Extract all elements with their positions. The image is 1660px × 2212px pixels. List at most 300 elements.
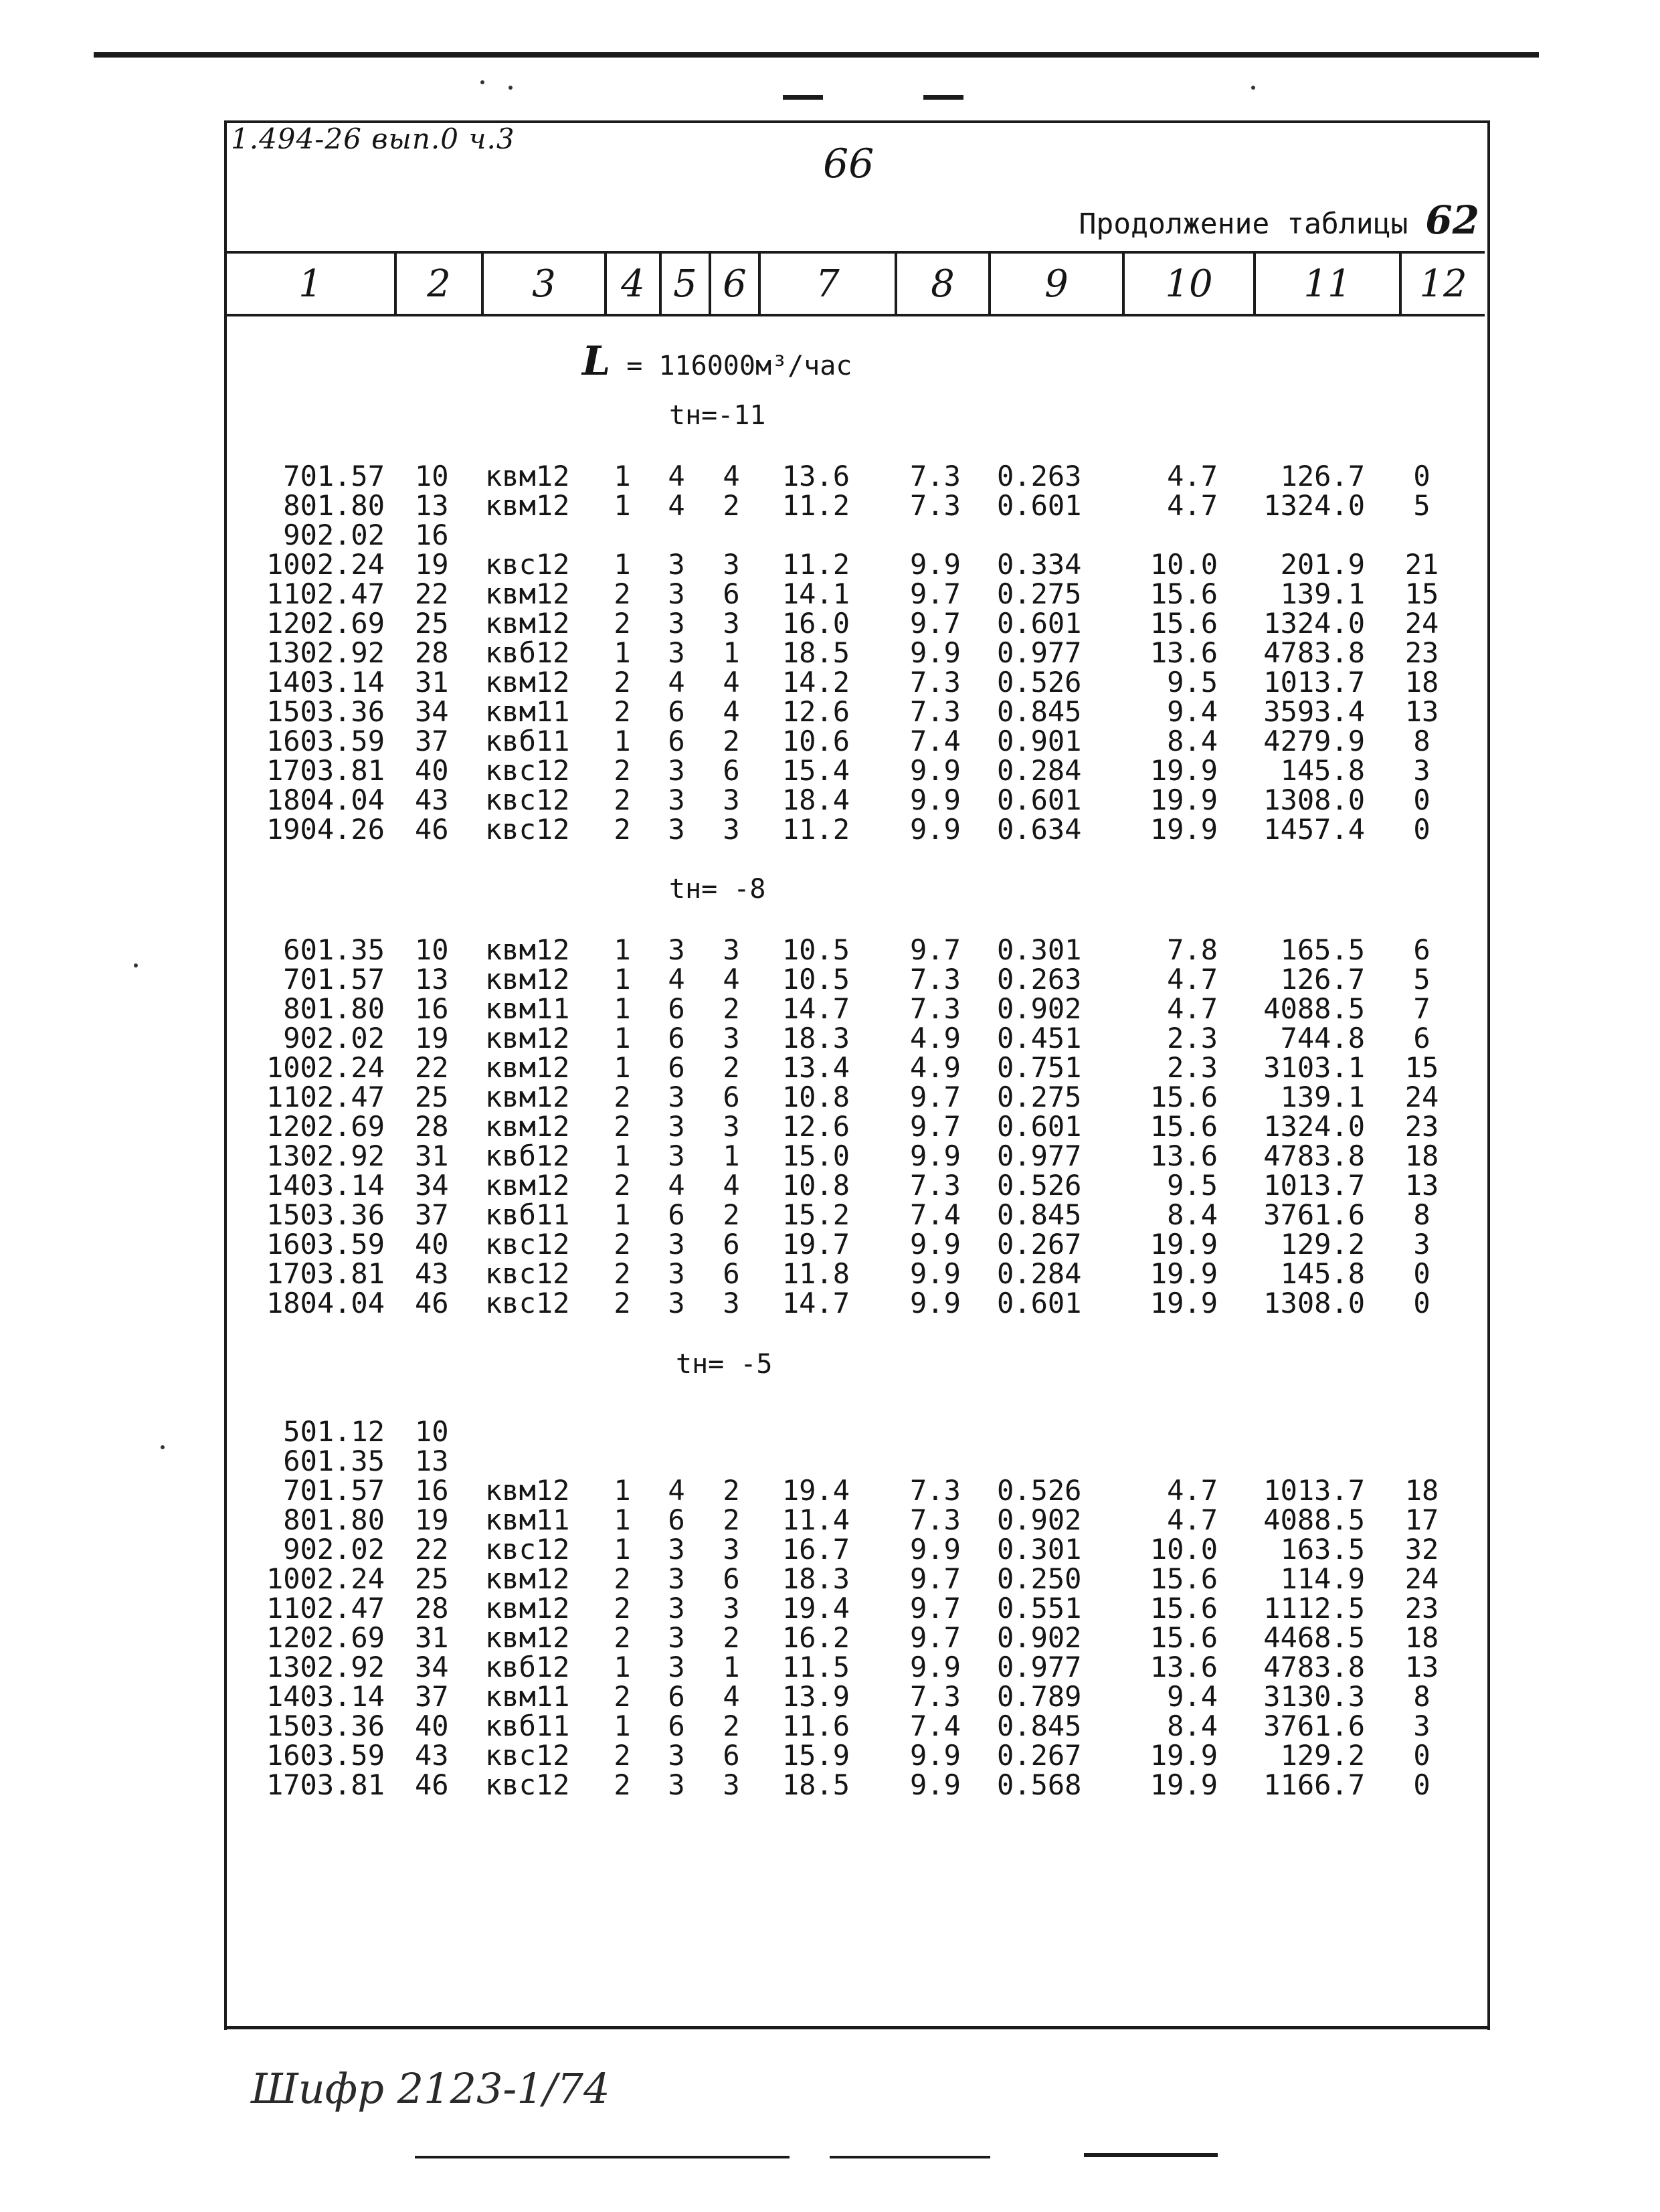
cell-col-5: 3 bbox=[668, 1287, 685, 1319]
cell-col-3: квм12 bbox=[485, 1051, 570, 1084]
cell-col-11: 163.5 bbox=[1280, 1533, 1365, 1566]
cell-col-8: 7.3 bbox=[910, 963, 961, 996]
document-code: 1.494-26 вып.0 ч.3 bbox=[231, 122, 515, 155]
table-row bbox=[0, 550, 1660, 579]
cell-col-9: 0.301 bbox=[997, 933, 1082, 966]
cell-col-5: 3 bbox=[668, 754, 685, 787]
cell-col-12: 5 bbox=[1413, 489, 1431, 522]
cell-col-9: 0.551 bbox=[997, 1592, 1082, 1625]
cell-col-4: 1 bbox=[614, 1198, 631, 1231]
cell-col-7: 11.8 bbox=[781, 1257, 850, 1290]
cell-col-7: 10.5 bbox=[781, 933, 850, 966]
cell-col-12: 13 bbox=[1404, 695, 1439, 728]
cell-col-5: 3 bbox=[668, 1081, 685, 1113]
table-row bbox=[0, 462, 1660, 491]
table-row bbox=[0, 579, 1660, 609]
cell-col-5: 6 bbox=[668, 992, 685, 1025]
cell-col-1: 801.80 bbox=[283, 489, 385, 522]
cell-col-4: 2 bbox=[614, 1562, 631, 1595]
cell-col-2: 10 bbox=[415, 1415, 449, 1448]
table-row bbox=[0, 1141, 1660, 1171]
cell-col-12: 0 bbox=[1413, 1768, 1431, 1801]
cell-col-6: 3 bbox=[723, 1022, 740, 1054]
cell-col-9: 0.977 bbox=[997, 1139, 1082, 1172]
cell-col-1: 1703.81 bbox=[266, 1768, 385, 1801]
cell-col-1: 1403.14 bbox=[266, 1680, 385, 1713]
cell-col-1: 1202.69 bbox=[266, 607, 385, 640]
cell-col-10: 4.7 bbox=[1167, 1503, 1218, 1536]
cell-col-3: квм11 bbox=[485, 1503, 570, 1536]
cell-col-7: 14.7 bbox=[781, 992, 850, 1025]
cell-col-11: 4468.5 bbox=[1263, 1621, 1365, 1654]
cell-col-1: 601.35 bbox=[283, 933, 385, 966]
cell-col-2: 22 bbox=[415, 1533, 449, 1566]
cell-col-1: 1403.14 bbox=[266, 666, 385, 699]
bottom-line bbox=[1084, 2153, 1218, 2157]
cell-col-5: 3 bbox=[668, 1621, 685, 1654]
cell-col-1: 801.80 bbox=[283, 1503, 385, 1536]
cell-col-5: 3 bbox=[668, 548, 685, 581]
cell-col-9: 0.977 bbox=[997, 636, 1082, 669]
cell-col-10: 15.6 bbox=[1149, 1621, 1218, 1654]
dash-mark bbox=[783, 95, 823, 100]
cell-col-7: 14.2 bbox=[781, 666, 850, 699]
cell-col-3: квм11 bbox=[485, 695, 570, 728]
cell-col-6: 6 bbox=[723, 1081, 740, 1113]
cell-col-6: 2 bbox=[723, 1710, 740, 1742]
cell-col-8: 7.4 bbox=[910, 725, 961, 757]
cell-col-12: 17 bbox=[1404, 1503, 1439, 1536]
cell-col-4: 2 bbox=[614, 754, 631, 787]
cell-col-12: 0 bbox=[1413, 1287, 1431, 1319]
cell-col-10: 10.0 bbox=[1149, 1533, 1218, 1566]
cell-col-4: 1 bbox=[614, 1503, 631, 1536]
cell-col-8: 7.4 bbox=[910, 1198, 961, 1231]
cell-col-10: 15.6 bbox=[1149, 1592, 1218, 1625]
table-frame-bottom bbox=[224, 2026, 1490, 2029]
cell-col-11: 114.9 bbox=[1280, 1562, 1365, 1595]
cell-col-3: квм11 bbox=[485, 992, 570, 1025]
table-row bbox=[0, 935, 1660, 965]
scan-speck bbox=[1251, 86, 1255, 90]
cell-col-10: 19.9 bbox=[1149, 1739, 1218, 1772]
column-header-row bbox=[227, 251, 1485, 316]
cell-col-11: 1324.0 bbox=[1263, 607, 1365, 640]
cell-col-2: 34 bbox=[415, 1651, 449, 1683]
cell-col-11: 165.5 bbox=[1280, 933, 1365, 966]
cell-col-11: 1324.0 bbox=[1263, 1110, 1365, 1143]
cell-col-9: 0.751 bbox=[997, 1051, 1082, 1084]
cell-col-1: 701.57 bbox=[283, 460, 385, 492]
column-header: 1 bbox=[298, 262, 322, 306]
cell-col-3: квм12 bbox=[485, 1081, 570, 1113]
cell-col-10: 8.4 bbox=[1167, 725, 1218, 757]
cell-col-8: 9.9 bbox=[910, 548, 961, 581]
column-header: 5 bbox=[673, 262, 697, 306]
cell-col-12: 5 bbox=[1413, 963, 1431, 996]
cell-col-6: 2 bbox=[723, 1198, 740, 1231]
cell-col-9: 0.301 bbox=[997, 1533, 1082, 1566]
cell-col-6: 2 bbox=[723, 1474, 740, 1507]
cell-col-2: 28 bbox=[415, 636, 449, 669]
table-row bbox=[0, 1053, 1660, 1083]
cell-col-11: 3593.4 bbox=[1263, 695, 1365, 728]
cell-col-1: 902.02 bbox=[283, 519, 385, 551]
cell-col-11: 1308.0 bbox=[1263, 784, 1365, 816]
cell-col-5: 6 bbox=[668, 1022, 685, 1054]
cell-col-9: 0.902 bbox=[997, 992, 1082, 1025]
flow-rate-title bbox=[582, 338, 852, 385]
cell-col-6: 4 bbox=[723, 666, 740, 699]
table-row bbox=[0, 609, 1660, 638]
cell-col-5: 4 bbox=[668, 1474, 685, 1507]
cell-col-12: 18 bbox=[1404, 1474, 1439, 1507]
cell-col-2: 13 bbox=[415, 489, 449, 522]
cell-col-8: 4.9 bbox=[910, 1022, 961, 1054]
cell-col-6: 6 bbox=[723, 577, 740, 610]
cell-col-12: 15 bbox=[1404, 1051, 1439, 1084]
cell-col-4: 2 bbox=[614, 1110, 631, 1143]
cell-col-3: квс12 bbox=[485, 1533, 570, 1566]
cell-col-9: 0.263 bbox=[997, 963, 1082, 996]
cell-col-11: 3130.3 bbox=[1263, 1680, 1365, 1713]
cell-col-12: 3 bbox=[1413, 1710, 1431, 1742]
cell-col-3: квм12 bbox=[485, 963, 570, 996]
cell-col-4: 2 bbox=[614, 607, 631, 640]
cell-col-1: 1703.81 bbox=[266, 1257, 385, 1290]
cell-col-11: 126.7 bbox=[1280, 460, 1365, 492]
cell-col-1: 1503.36 bbox=[266, 1198, 385, 1231]
cell-col-11: 4088.5 bbox=[1263, 992, 1365, 1025]
cell-col-8: 9.9 bbox=[910, 813, 961, 846]
cell-col-6: 4 bbox=[723, 460, 740, 492]
cell-col-9: 0.902 bbox=[997, 1621, 1082, 1654]
cell-col-10: 9.5 bbox=[1167, 1169, 1218, 1202]
cell-col-1: 1102.47 bbox=[266, 1081, 385, 1113]
cell-col-6: 3 bbox=[723, 548, 740, 581]
cell-col-11: 129.2 bbox=[1280, 1228, 1365, 1261]
cell-col-1: 1804.04 bbox=[266, 1287, 385, 1319]
cell-col-11: 3103.1 bbox=[1263, 1051, 1365, 1084]
cell-col-5: 4 bbox=[668, 489, 685, 522]
cell-col-6: 3 bbox=[723, 933, 740, 966]
cell-col-9: 0.334 bbox=[997, 548, 1082, 581]
cell-col-9: 0.789 bbox=[997, 1680, 1082, 1713]
cell-col-6: 3 bbox=[723, 1533, 740, 1566]
cell-col-3: квм12 bbox=[485, 1022, 570, 1054]
cell-col-4: 2 bbox=[614, 1739, 631, 1772]
cell-col-3: квс12 bbox=[485, 1768, 570, 1801]
cell-col-7: 10.8 bbox=[781, 1169, 850, 1202]
cell-col-2: 28 bbox=[415, 1592, 449, 1625]
cell-col-8: 9.9 bbox=[910, 1739, 961, 1772]
cell-col-6: 2 bbox=[723, 489, 740, 522]
cell-col-4: 1 bbox=[614, 1022, 631, 1054]
cell-col-1: 1302.92 bbox=[266, 1139, 385, 1172]
cell-col-7: 15.9 bbox=[781, 1739, 850, 1772]
cell-col-7: 15.4 bbox=[781, 754, 850, 787]
cell-col-6: 6 bbox=[723, 1228, 740, 1261]
cell-col-12: 24 bbox=[1404, 607, 1439, 640]
cell-col-4: 2 bbox=[614, 1680, 631, 1713]
cell-col-10: 19.9 bbox=[1149, 813, 1218, 846]
cell-col-8: 9.7 bbox=[910, 1081, 961, 1113]
cell-col-7: 18.4 bbox=[781, 784, 850, 816]
cell-col-10: 15.6 bbox=[1149, 1081, 1218, 1113]
cell-col-11: 139.1 bbox=[1280, 577, 1365, 610]
cell-col-1: 1503.36 bbox=[266, 1710, 385, 1742]
cell-col-9: 0.275 bbox=[997, 1081, 1082, 1113]
cell-col-10: 2.3 bbox=[1167, 1022, 1218, 1054]
cell-col-10: 13.6 bbox=[1149, 1139, 1218, 1172]
cell-col-4: 2 bbox=[614, 1169, 631, 1202]
cell-col-8: 9.9 bbox=[910, 636, 961, 669]
data-block bbox=[0, 935, 1660, 1318]
cell-col-11: 145.8 bbox=[1280, 1257, 1365, 1290]
column-header: 11 bbox=[1303, 262, 1352, 306]
cell-col-5: 3 bbox=[668, 1768, 685, 1801]
cell-col-11: 1112.5 bbox=[1263, 1592, 1365, 1625]
cell-col-5: 3 bbox=[668, 1562, 685, 1595]
cell-col-1: 1503.36 bbox=[266, 695, 385, 728]
cell-col-3: квб11 bbox=[485, 1198, 570, 1231]
cell-col-11: 4783.8 bbox=[1263, 636, 1365, 669]
cell-col-4: 2 bbox=[614, 813, 631, 846]
cell-col-6: 4 bbox=[723, 1680, 740, 1713]
cell-col-4: 2 bbox=[614, 1592, 631, 1625]
table-row bbox=[0, 1112, 1660, 1141]
cell-col-2: 43 bbox=[415, 1739, 449, 1772]
table-row bbox=[0, 1623, 1660, 1653]
cell-col-4: 2 bbox=[614, 577, 631, 610]
cell-col-3: квс12 bbox=[485, 1257, 570, 1290]
table-row bbox=[0, 1653, 1660, 1682]
cell-col-2: 28 bbox=[415, 1110, 449, 1143]
data-block bbox=[0, 462, 1660, 844]
cell-col-2: 46 bbox=[415, 1287, 449, 1319]
cell-col-12: 23 bbox=[1404, 1592, 1439, 1625]
cell-col-4: 1 bbox=[614, 1710, 631, 1742]
cell-col-2: 13 bbox=[415, 1445, 449, 1477]
cell-col-11: 129.2 bbox=[1280, 1739, 1365, 1772]
cell-col-5: 3 bbox=[668, 1228, 685, 1261]
cell-col-2: 46 bbox=[415, 1768, 449, 1801]
table-row bbox=[0, 1476, 1660, 1505]
cell-col-7: 10.6 bbox=[781, 725, 850, 757]
cell-col-11: 139.1 bbox=[1280, 1081, 1365, 1113]
cell-col-11: 3761.6 bbox=[1263, 1198, 1365, 1231]
cell-col-12: 18 bbox=[1404, 666, 1439, 699]
cell-col-7: 12.6 bbox=[781, 695, 850, 728]
cell-col-9: 0.601 bbox=[997, 1287, 1082, 1319]
table-row bbox=[0, 1505, 1660, 1535]
table-row bbox=[0, 1289, 1660, 1318]
cell-col-3: квм12 bbox=[485, 489, 570, 522]
cell-col-2: 19 bbox=[415, 1022, 449, 1054]
cell-col-8: 9.7 bbox=[910, 1562, 961, 1595]
cell-col-1: 1804.04 bbox=[266, 784, 385, 816]
cell-col-3: квм12 bbox=[485, 933, 570, 966]
cell-col-6: 2 bbox=[723, 725, 740, 757]
cell-col-9: 0.284 bbox=[997, 754, 1082, 787]
cell-col-4: 2 bbox=[614, 695, 631, 728]
cell-col-3: квс12 bbox=[485, 754, 570, 787]
cell-col-9: 0.601 bbox=[997, 784, 1082, 816]
cell-col-6: 4 bbox=[723, 695, 740, 728]
cell-col-10: 4.7 bbox=[1167, 1474, 1218, 1507]
cell-col-1: 1202.69 bbox=[266, 1621, 385, 1654]
table-row bbox=[0, 965, 1660, 994]
cell-col-10: 7.8 bbox=[1167, 933, 1218, 966]
cell-col-8: 9.9 bbox=[910, 754, 961, 787]
continuation-title bbox=[1079, 197, 1480, 243]
cell-col-4: 1 bbox=[614, 489, 631, 522]
cell-col-3: квм12 bbox=[485, 460, 570, 492]
cell-col-4: 2 bbox=[614, 666, 631, 699]
cell-col-4: 2 bbox=[614, 1228, 631, 1261]
cell-col-7: 15.2 bbox=[781, 1198, 850, 1231]
cell-col-1: 902.02 bbox=[283, 1533, 385, 1566]
cell-col-6: 3 bbox=[723, 1110, 740, 1143]
table-row bbox=[0, 668, 1660, 697]
cell-col-6: 3 bbox=[723, 813, 740, 846]
cell-col-7: 16.0 bbox=[781, 607, 850, 640]
cell-col-6: 2 bbox=[723, 1621, 740, 1654]
cell-col-7: 13.6 bbox=[781, 460, 850, 492]
cell-col-7: 11.2 bbox=[781, 489, 850, 522]
data-block bbox=[0, 1417, 1660, 1800]
cell-col-5: 3 bbox=[668, 1139, 685, 1172]
cell-col-5: 6 bbox=[668, 1710, 685, 1742]
cell-col-4: 1 bbox=[614, 636, 631, 669]
cell-col-2: 22 bbox=[415, 577, 449, 610]
cell-col-8: 9.7 bbox=[910, 933, 961, 966]
cell-col-7: 13.4 bbox=[781, 1051, 850, 1084]
cell-col-7: 19.7 bbox=[781, 1228, 850, 1261]
cell-col-3: квм11 bbox=[485, 1680, 570, 1713]
cell-col-4: 1 bbox=[614, 1139, 631, 1172]
footer-signature: Шифр 2123-1/74 bbox=[251, 2064, 610, 2113]
cell-col-10: 8.4 bbox=[1167, 1710, 1218, 1742]
cell-col-7: 11.2 bbox=[781, 548, 850, 581]
cell-col-3: квб12 bbox=[485, 1651, 570, 1683]
cell-col-1: 1904.26 bbox=[266, 813, 385, 846]
column-header: 12 bbox=[1419, 262, 1467, 306]
section-label: tн=-11 bbox=[669, 400, 766, 431]
cell-col-2: 16 bbox=[415, 1474, 449, 1507]
cell-col-7: 18.3 bbox=[781, 1562, 850, 1595]
cell-col-2: 16 bbox=[415, 519, 449, 551]
cell-col-9: 0.267 bbox=[997, 1228, 1082, 1261]
cell-col-8: 7.3 bbox=[910, 666, 961, 699]
cell-col-3: квм12 bbox=[485, 577, 570, 610]
cell-col-10: 2.3 bbox=[1167, 1051, 1218, 1084]
cell-col-12: 24 bbox=[1404, 1562, 1439, 1595]
cell-col-1: 501.12 bbox=[283, 1415, 385, 1448]
cell-col-6: 1 bbox=[723, 1651, 740, 1683]
cell-col-8: 7.4 bbox=[910, 1710, 961, 1742]
cell-col-1: 1002.24 bbox=[266, 1051, 385, 1084]
cell-col-4: 1 bbox=[614, 933, 631, 966]
cell-col-9: 0.601 bbox=[997, 1110, 1082, 1143]
cell-col-10: 4.7 bbox=[1167, 963, 1218, 996]
table-row bbox=[0, 994, 1660, 1024]
cell-col-7: 15.0 bbox=[781, 1139, 850, 1172]
cell-col-7: 19.4 bbox=[781, 1592, 850, 1625]
cell-col-12: 23 bbox=[1404, 636, 1439, 669]
cell-col-9: 0.601 bbox=[997, 489, 1082, 522]
cell-col-5: 6 bbox=[668, 1503, 685, 1536]
cell-col-4: 2 bbox=[614, 1081, 631, 1113]
cell-col-1: 1603.59 bbox=[266, 1228, 385, 1261]
cell-col-9: 0.845 bbox=[997, 695, 1082, 728]
cell-col-7: 11.4 bbox=[781, 1503, 850, 1536]
cell-col-10: 4.7 bbox=[1167, 489, 1218, 522]
cell-col-10: 15.6 bbox=[1149, 577, 1218, 610]
cell-col-8: 9.9 bbox=[910, 1257, 961, 1290]
cell-col-9: 0.526 bbox=[997, 666, 1082, 699]
cell-col-7: 11.2 bbox=[781, 813, 850, 846]
cell-col-11: 4783.8 bbox=[1263, 1139, 1365, 1172]
column-header: 7 bbox=[816, 262, 840, 306]
column-header: 2 bbox=[427, 262, 451, 306]
cell-col-4: 2 bbox=[614, 1257, 631, 1290]
cell-col-8: 7.3 bbox=[910, 1503, 961, 1536]
cell-col-10: 19.9 bbox=[1149, 1768, 1218, 1801]
cell-col-10: 15.6 bbox=[1149, 1110, 1218, 1143]
column-header: 4 bbox=[621, 262, 645, 306]
cell-col-9: 0.250 bbox=[997, 1562, 1082, 1595]
cell-col-5: 3 bbox=[668, 607, 685, 640]
column-header: 6 bbox=[723, 262, 747, 306]
cell-col-3: квм12 bbox=[485, 666, 570, 699]
cell-col-1: 701.57 bbox=[283, 963, 385, 996]
cell-col-8: 4.9 bbox=[910, 1051, 961, 1084]
cell-col-11: 1013.7 bbox=[1263, 1169, 1365, 1202]
cell-col-3: квм12 bbox=[485, 1562, 570, 1595]
cell-col-10: 15.6 bbox=[1149, 607, 1218, 640]
cell-col-6: 2 bbox=[723, 1503, 740, 1536]
table-row bbox=[0, 697, 1660, 727]
cell-col-2: 31 bbox=[415, 1621, 449, 1654]
cell-col-5: 4 bbox=[668, 963, 685, 996]
cell-col-4: 1 bbox=[614, 548, 631, 581]
cell-col-9: 0.901 bbox=[997, 725, 1082, 757]
cell-col-10: 19.9 bbox=[1149, 1257, 1218, 1290]
cell-col-10: 8.4 bbox=[1167, 1198, 1218, 1231]
cell-col-5: 6 bbox=[668, 1198, 685, 1231]
cell-col-6: 3 bbox=[723, 784, 740, 816]
cell-col-2: 37 bbox=[415, 725, 449, 757]
cell-col-9: 0.977 bbox=[997, 1651, 1082, 1683]
cell-col-2: 13 bbox=[415, 963, 449, 996]
cell-col-8: 9.9 bbox=[910, 1651, 961, 1683]
cell-col-8: 9.7 bbox=[910, 577, 961, 610]
cell-col-2: 43 bbox=[415, 1257, 449, 1290]
cell-col-12: 3 bbox=[1413, 754, 1431, 787]
cell-col-7: 16.7 bbox=[781, 1533, 850, 1566]
cell-col-8: 9.9 bbox=[910, 1533, 961, 1566]
cell-col-9: 0.845 bbox=[997, 1710, 1082, 1742]
cell-col-3: квм12 bbox=[485, 1621, 570, 1654]
cell-col-2: 31 bbox=[415, 666, 449, 699]
cell-col-6: 2 bbox=[723, 1051, 740, 1084]
cell-col-11: 4783.8 bbox=[1263, 1651, 1365, 1683]
table-number: 62 bbox=[1425, 197, 1479, 243]
cell-col-2: 19 bbox=[415, 1503, 449, 1536]
cell-col-8: 9.9 bbox=[910, 784, 961, 816]
cell-col-12: 8 bbox=[1413, 725, 1431, 757]
